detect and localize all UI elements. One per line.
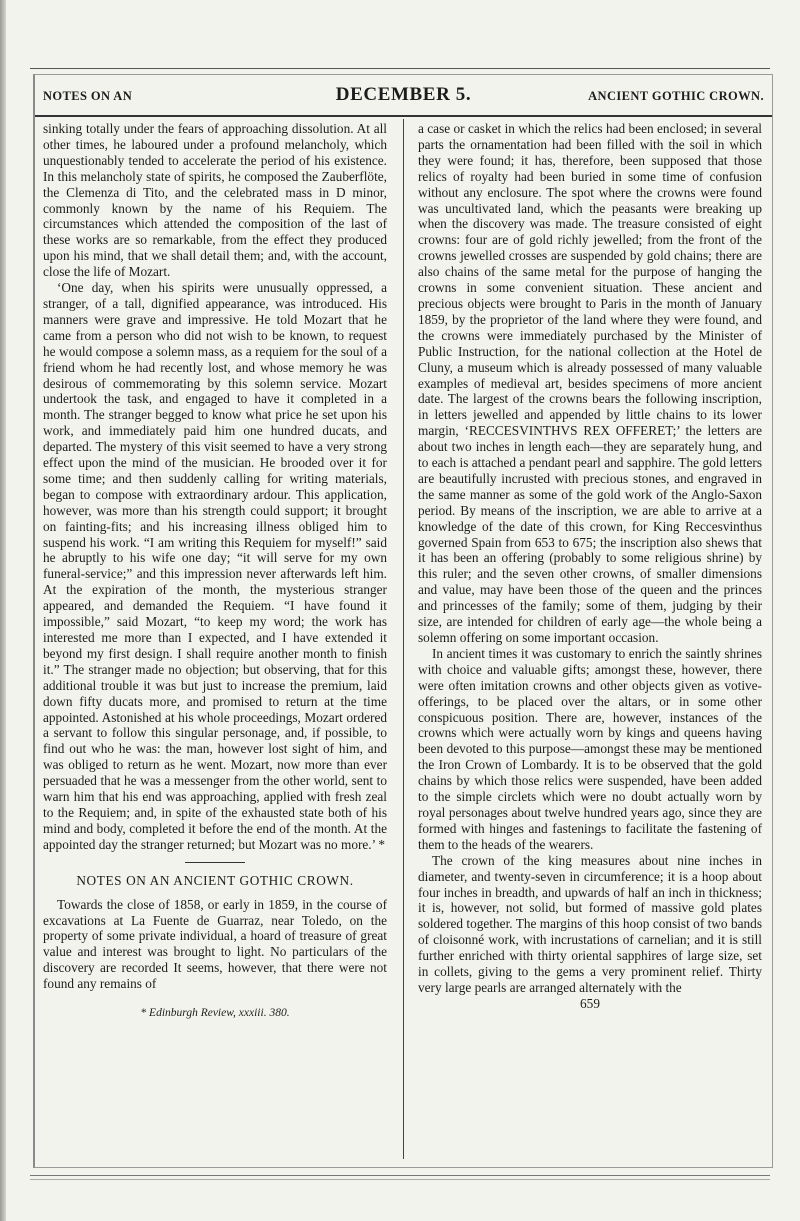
section-title: NOTES ON AN ANCIENT GOTHIC CROWN.: [76, 872, 354, 888]
paragraph: In ancient times it was customary to enrich the saintly shrines with choice and valuable gifts; amongst these, however, there were often imitation crowns and other objects given as votive-offerings, to be placed over the altars, or in some other conspicuous position. There are, however, instances of the crowns which were actually worn by kings and queens having been devoted to this purpose—amongst these may be mentioned the Iron Crown of Lombardy. It is to be observed that the gold chains by which those relics were suspended, have been added to the simple circlets which were no doubt actually worn by royal personages about twelve hundred years ago, since they are formed with hinges and fastenings to facilitate the fastening of them to the heads of the wearers.: [418, 645, 762, 852]
paragraph: a case or casket in which the relics had been enclosed; in several parts the ornamentation had been filled with the soil in which they were found; it has, therefore, been supposed that those relics of royalty had been buried in some time of confusion without any enclosure. The spot where the crowns were found was uncultivated land, which the peasants were breaking up when the discovery was made. The treasure consisted of eight crowns: four are of gold richly jewelled; from the front of the crowns jewelled crosses are suspended by gold chains; there are also chains of the same metal for the purpose of hanging the crowns in some convenient situation. These ancient and precious objects were brought to Paris in the month of January 1859, by the proprietor of the land where they were found, and the crowns were immediately purchased by the Minister of Public Instruction, for the national collection at the Hotel de Cluny, a museum which is already possessed of many valuable examples of medieval art, besides specimens of more ancient date. The largest of the crowns bears the following inscription, in letters jewelled and appended by little chains to its lower margin, ‘RECCESVINTHVS REX OFFERET;’ the letters are about two inches in length each—they are separately hung, and to each is attached a pendant pearl and sapphire. The gold letters are beautifully incrusted with precious stones, and engraved in the same manner as some of the gold work of the Anglo-Saxon period. By means of the inscription, we are able to arrive at a knowledge of the date of this crown, for King Reccesvinthus governed Spain from 653 to 675; the inscription also shews that it has been an offering (probably to some religious shrine) by this ruler; and the seven other crowns, of smaller dimensions and value, may have been those of the queen and the princes and princesses of the family; some of them, judging by their size, are intended for children of early age—the whole being a solemn offering on some important occasion.: [418, 121, 762, 645]
left-column: [43, 121, 387, 1022]
bottom-rule: [30, 1175, 770, 1176]
paragraph: The crown of the king measures about nine inches in diameter, and twenty-seven in circumference; it is a hoop about four inches in breadth, and upwards of half an inch in thickness; it is, however, not solid, but formed of massive gold plates soldered together. The margins of this hoop consist of two bands of cloisonné work, with incrustations of carnelian; and it is still further enriched with thirty oriental sapphires of large size, set in collets, giving to the gems a very prominent relief. Thirty very large pearls are arranged alternately with the: [418, 852, 762, 995]
page-number: 659: [580, 995, 600, 1011]
footnote: * Edinburgh Review, xxxiii. 380.: [140, 1007, 290, 1020]
header-center: DECEMBER 5.: [335, 84, 472, 105]
footnote-spacer: [43, 992, 387, 1002]
header-left: NOTES ON AN: [43, 89, 133, 103]
running-header: [35, 75, 772, 117]
paragraph: sinking totally under the fears of approaching dissolution. At all other times, he laboured under a profound melancholy, which unquestionably tended to accelerate the period of his existence. In this melancholy state of spirits, he composed the Zauberflöte, the Clemenza di Tito, and the celebrated mass in D minor, commonly known by the name of his Requiem. The circumstances which attended the composition of the last of these works are so remarkable, from the effect they produced upon his mind, that we shall detail them; and, with the account, close the life of Mozart.: [43, 121, 387, 280]
paragraph: ‘One day, when his spirits were unusually oppressed, a stranger, of a tall, dignified appearance, was introduced. His manners were grave and impressive. He told Mozart that he came from a person who did not wish to be known, to request he would compose a solemn mass, as a requiem for the soul of a friend whom he had recently lost, and whose memory he was desirous of commemorating by this solemn service. Mozart undertook the task, and engaged to have it completed in a month. The stranger begged to know what price he set upon his work, and immediately paid him one hundred ducats, and departed. The mystery of this visit seemed to have a very strong effect upon the mind of the musician. He brooded over it for some time; and then suddenly calling for writing materials, began to compose with extraordinary ardour. This application, however, was more than his strength could support; it brought on fainting-fits; and his increasing illness obliged him to suspend his work. “I am writing this Requiem for myself!” said he abruptly to his wife one day; “it will serve for my own funeral-service;” and this impression never afterwards left him. At the expiration of the month, the mysterious stranger appeared, and demanded the Requiem. “I have found it impossible,” said Mozart, “to keep my word; the work has interested me more than I expected, and I have extended it beyond my first design. I shall require another month to finish it.” The stranger made no objection; but observing, that for this additional trouble it was but just to increase the premium, laid down fifty ducats more, and promised to return at the time appointed. Astonished at his whole proceedings, Mozart ordered a servant to follow this singular personage, and, if possible, to find out who he was: the man, however lost sight of him, and was obliged to return as he went. Mozart, now more than ever persuaded that he was a messenger from the other world, sent to warn him that his end was approaching, applied with fresh zeal to the Requiem; and, in spite of the exhausted state both of his mind and body, completed it before the end of the month. At the appointed day the stranger returned; but Mozart was no more.’ *: [43, 280, 387, 852]
top-rule: [30, 68, 770, 69]
book-page: [33, 74, 773, 1168]
right-column: [418, 121, 762, 1012]
page-edge: [0, 0, 6, 1221]
paragraph: Towards the close of 1858, or early in 1859, in the course of excavations at La Fuente de Guarraz, near Toledo, on the property of some private individual, a hoard of treasure of great value and interest was brought to light. No particulars of the discovery are recorded It seems, however, that there were not found any remains of: [43, 896, 387, 992]
column-divider: [403, 119, 404, 1159]
section-divider: [185, 862, 245, 863]
header-right: ANCIENT GOTHIC CROWN.: [588, 89, 764, 103]
bottom-rule-secondary: [30, 1179, 770, 1180]
